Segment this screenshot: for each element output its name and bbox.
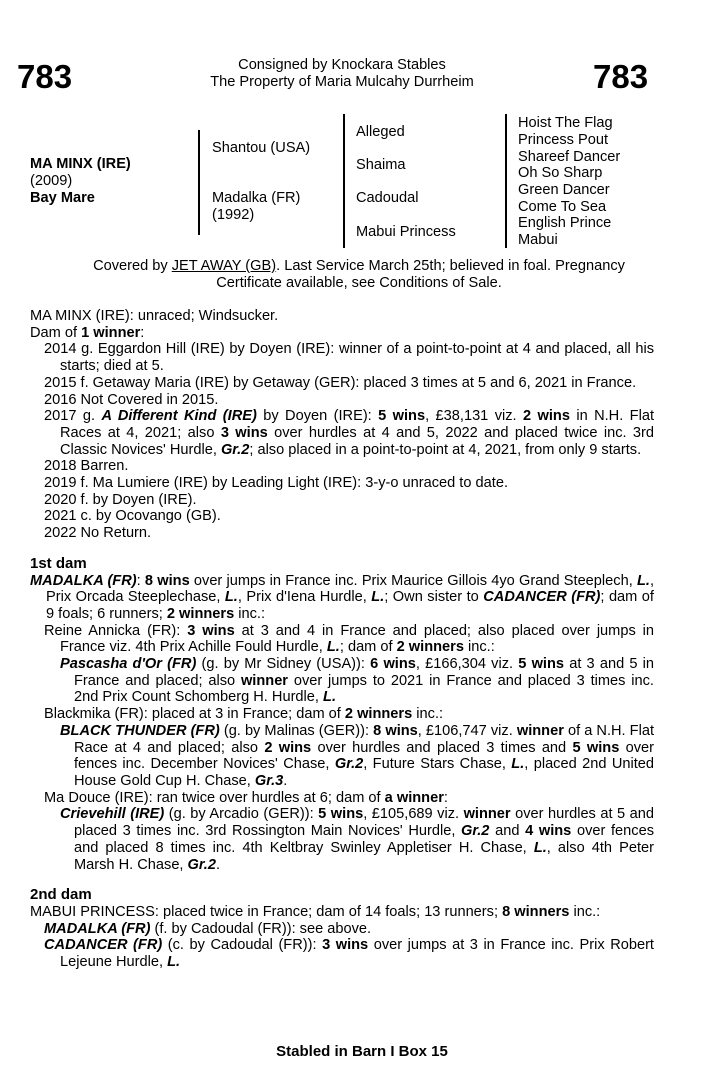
pedigree-gp-3: Cadoudal: [356, 190, 419, 206]
second-dam-heading: 2nd dam: [30, 886, 92, 904]
progeny-madalka: MADALKA (FR) (f. by Cadoudal (FR)): see above.: [44, 920, 372, 937]
progeny-crievehill: Crievehill (IRE) (g. by Arcadio (GER)): 5 wins, £105,689 viz. winner over hurdles at 5 and placed 3 times inc. 3rd Rossington Main Novices' Hurdle, Gr.2 and 4 wins over fences and placed 8 times inc. 4th Keltbray Swinley Appletiser H. Chase, L., also 4th Peter Marsh H. Chase, Gr.2.: [60, 806, 655, 873]
produce-2018: 2018 Barren.: [44, 458, 129, 475]
pedigree-ggp-4: Oh So Sharp: [518, 165, 603, 181]
pedigree-divider-1: [198, 130, 200, 235]
lot-number-left: 783: [17, 58, 73, 95]
produce-2021: 2021 c. by Ocovango (GB).: [44, 508, 221, 525]
pedigree-ggp-6: Come To Sea: [518, 199, 607, 215]
first-dam-madalka: MADALKA (FR): 8 wins over jumps in France inc. Prix Maurice Gillois 4yo Grand Steeplech, L., Prix Orcada Steeplechase, L., Prix d'Iena Hurdle, L.; Own sister to CADANCER (FR); dam of 9 foals; 6 runners; 2 winners inc.:: [30, 572, 655, 622]
pedigree-sire: Shantou (USA): [212, 140, 311, 156]
progeny-black-thunder: BLACK THUNDER (FR) (g. by Malinas (GER)): 8 wins, £106,747 viz. winner of a N.H. Flat Race at 4 and placed; also 2 wins over hurdles and placed 3 times and 5 wins over fences inc. December Novices' Chase, Gr.2, Future Stars Chase, L., placed 2nd United House Gold Cup H. Chase, Gr.3.: [60, 722, 655, 789]
produce-2014: 2014 g. Eggardon Hill (IRE) by Doyen (IRE): winner of a point-to-point at 4 and placed, all his starts; died at 5.: [44, 341, 654, 375]
pedigree-divider-2: [343, 114, 345, 248]
first-dam-heading: 1st dam: [30, 554, 87, 572]
pedigree-ggp-8: Mabui: [518, 232, 558, 248]
pedigree-gp-2: Shaima: [356, 157, 406, 173]
progeny-reine-annicka: Reine Annicka (FR): 3 wins at 3 and 4 in France and placed; also placed over jumps in France viz. 4th Prix Achille Fould Hurdle, L.; dam of 2 winners inc.:: [44, 622, 655, 656]
progeny-cadancer: CADANCER (FR) (c. by Cadoudal (FR)): 3 wins over jumps at 3 in France inc. Prix Robert Lejeune Hurdle, L.: [44, 937, 654, 971]
progeny-ma-douce: Ma Douce (IRE): ran twice over hurdles at 6; dam of a winner:: [44, 789, 448, 806]
produce-2015: 2015 f. Getaway Maria (IRE) by Getaway (GER): placed 3 times at 5 and 6, 2021 in France.: [44, 374, 637, 391]
summary-line: MA MINX (IRE): unraced; Windsucker.: [30, 308, 279, 324]
covering-note: [28, 258, 690, 292]
horse-colour-sex: Bay Mare: [30, 190, 95, 206]
covering-prefix: Covered by: [93, 258, 172, 274]
progeny-blackmika: Blackmika (FR): placed at 3 in France; dam of 2 winners inc.:: [44, 706, 444, 723]
produce-2020: 2020 f. by Doyen (IRE).: [44, 491, 197, 508]
consignor: Consigned by Knockara Stables: [238, 57, 446, 73]
second-dam-mabui: MABUI PRINCESS: placed twice in France; dam of 14 foals; 13 runners; 8 winners inc.:: [30, 903, 601, 920]
pedigree-ggp-3: Shareef Dancer: [518, 149, 621, 165]
pedigree-ggp-7: English Prince: [518, 215, 612, 231]
pedigree-gp-1: Alleged: [356, 124, 405, 140]
property-of: The Property of Maria Mulcahy Durrheim: [210, 74, 474, 90]
covering-stallion-link[interactable]: JET AWAY (GB): [171, 258, 277, 274]
horse-year: (2009): [30, 173, 73, 189]
pedigree-gp-4: Mabui Princess: [356, 224, 456, 240]
produce-2017: 2017 g. A Different Kind (IRE) by Doyen (IRE): 5 wins, £38,131 viz. 2 wins in N.H. Flat Races at 4, 2021; also 3 wins over hurdles at 4 and 5, 2022 and placed twice inc. 3rd Classic Novices' Hurdle, Gr.2; also placed in a point-to-point at 4, 2021, from only 9 starts.: [44, 408, 655, 458]
produce-2016: 2016 Not Covered in 2015.: [44, 391, 219, 408]
catalogue-body: [30, 308, 654, 971]
lot-number-right: 783: [593, 58, 649, 95]
pedigree-dam: Madalka (FR): [212, 190, 301, 206]
consignor-block: [150, 57, 534, 91]
dam-of-line: Dam of 1 winner:: [30, 324, 145, 341]
produce-2019: 2019 f. Ma Lumiere (IRE) by Leading Light (IRE): 3-y-o unraced to date.: [44, 475, 508, 492]
horse-name: MA MINX (IRE): [30, 156, 131, 172]
covering-rest: . Last Service March 25th; believed in foal. Pregnancy: [276, 258, 625, 274]
produce-2022: 2022 No Return.: [44, 525, 152, 542]
pedigree-ggp-1: Hoist The Flag: [518, 115, 613, 131]
pedigree-ggp-2: Princess Pout: [518, 132, 609, 148]
stabling-footer: Stabled in Barn I Box 15: [276, 1043, 448, 1060]
covering-line2: Certificate available, see Conditions of Sale.: [216, 275, 502, 291]
pedigree-ggp-5: Green Dancer: [518, 182, 610, 198]
pedigree-dam-year: (1992): [212, 207, 255, 223]
pedigree-divider-3: [505, 114, 507, 248]
progeny-pascasha-dor: Pascasha d'Or (FR) (g. by Mr Sidney (USA)): 6 wins, £166,304 viz. 5 wins at 3 and 5 in France and placed; also winner over jumps to 2021 in France and placed 3 times inc. 2nd Prix Count Schomberg H. Hurdle, L.: [60, 656, 655, 706]
